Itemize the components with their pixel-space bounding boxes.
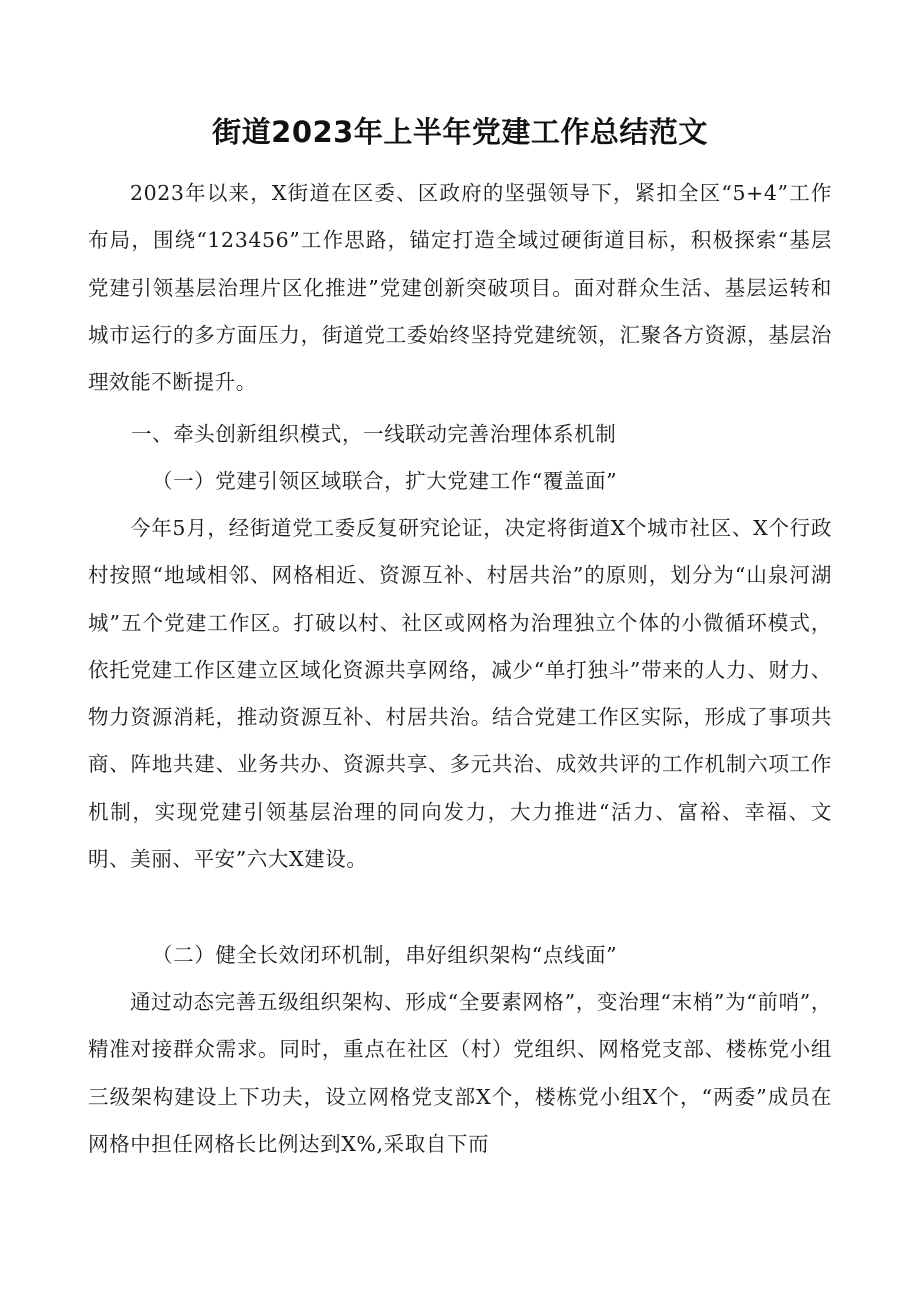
subsection-1-heading: （一）党建引领区域联合，扩大党建工作“覆盖面” [152, 469, 618, 493]
document-title: 街道2023年上半年党建工作总结范文 [212, 115, 708, 149]
intro-paragraph: 2023年以来，X街道在区委、区政府的坚强领导下，紧扣全区“5+4”工作布局，围绕“123456”工作思路，锚定打造全域过硬街道目标，积极探索“基层党建引领基层治理片区化推进”党建创新突破项目。面对群众生活、基层运转和城市运行的多方面压力，街道党工委始终坚持党建统领，汇聚各方资源，基层治理效能不断提升。 [88, 181, 832, 395]
subsection-2-paragraph: 通过动态完善五级组织架构、形成“全要素网格”，变治理“末梢”为“前哨”，精准对接群众需求。同时，重点在社区（村）党组织、网格党支部、楼栋党小组三级架构建设上下功夫，设立网格党支部X个，楼栋党小组X个，“两委”成员在网格中担任网格长比例达到X%,采取自下而 [88, 990, 832, 1156]
subsection-1-paragraph: 今年5月，经街道党工委反复研究论证，决定将街道X个城市社区、X个行政村按照“地域相邻、网格相近、资源互补、村居共治”的原则，划分为“山泉河湖城”五个党建工作区。打破以村、社区或网格为治理独立个体的小微循环模式，依托党建工作区建立区域化资源共享网络，减少“单打独斗”带来的人力、财力、物力资源消耗，推动资源互补、村居共治。结合党建工作区实际，形成了事项共商、阵地共建、业务共办、资源共享、多元共治、成效共评的工作机制六项工作机制，实现党建引领基层治理的同向发力，大力推进“活力、富裕、幸福、文明、美丽、平安”六大X建设。 [88, 516, 832, 872]
section-1-heading: 一、牵头创新组织模式，一线联动完善治理体系机制 [131, 422, 617, 446]
subsection-2-heading: （二）健全长效闭环机制，串好组织架构“点线面” [152, 943, 618, 967]
